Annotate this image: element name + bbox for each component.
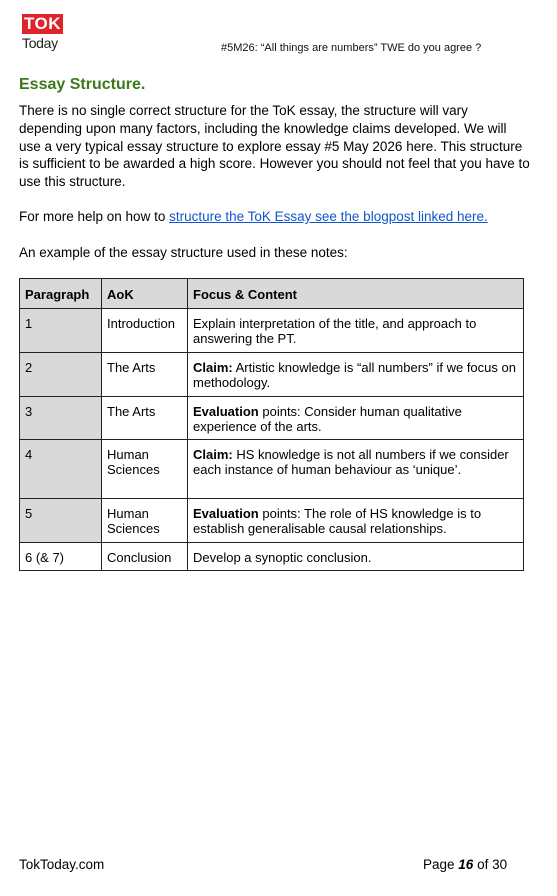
intro-paragraph: There is no single correct structure for the ToK essay, the structure will vary depending upon many factors, including the knowledge claims developed. We will use a very typical essay structure to explore essay #5 May 2026 here. This structure is sufficient to be awarded a high score. However you should not feel that you have to use this structure. bbox=[19, 103, 530, 190]
blogpost-link[interactable]: structure the ToK Essay see the blogpost linked here. bbox=[169, 209, 488, 224]
cell-aok: Conclusion bbox=[102, 543, 188, 571]
cell-content bbox=[188, 499, 524, 543]
cell-paragraph: 4 bbox=[20, 440, 102, 499]
cell-paragraph: 3 bbox=[20, 397, 102, 440]
header-aok: AoK bbox=[102, 279, 188, 309]
content-keyword: Evaluation bbox=[193, 506, 259, 521]
table-header-row bbox=[20, 279, 524, 309]
cell-content bbox=[188, 397, 524, 440]
cell-content bbox=[188, 353, 524, 397]
section-title: Essay Structure. bbox=[19, 76, 146, 93]
table-row bbox=[20, 353, 524, 397]
table-row bbox=[20, 309, 524, 353]
content-text: HS knowledge is not all numbers if we consider each instance of human behaviour as ‘unique’. bbox=[193, 447, 509, 477]
cell-aok: Human Sciences bbox=[102, 440, 188, 499]
page-suffix: of 30 bbox=[473, 857, 508, 872]
cell-content bbox=[188, 440, 524, 499]
cell-aok: The Arts bbox=[102, 353, 188, 397]
footer-page-number bbox=[423, 857, 507, 872]
essay-structure-table bbox=[19, 278, 524, 571]
header-note: #5M26: “All things are numbers” TWE do you agree ? bbox=[221, 42, 482, 54]
content-text: Develop a synoptic conclusion. bbox=[193, 550, 372, 565]
header-focus-content: Focus & Content bbox=[188, 279, 524, 309]
table-row bbox=[20, 543, 524, 571]
cell-paragraph: 2 bbox=[20, 353, 102, 397]
page-current: 16 bbox=[458, 857, 474, 872]
content-keyword: Evaluation bbox=[193, 404, 259, 419]
cell-content bbox=[188, 309, 524, 353]
cell-aok: Introduction bbox=[102, 309, 188, 353]
table-row bbox=[20, 397, 524, 440]
help-text: For more help on how to bbox=[19, 209, 170, 224]
cell-aok: Human Sciences bbox=[102, 499, 188, 543]
cell-content bbox=[188, 543, 524, 571]
table-row bbox=[20, 440, 524, 499]
footer-site: TokToday.com bbox=[19, 857, 105, 872]
example-intro: An example of the essay structure used in these notes: bbox=[19, 245, 348, 260]
cell-paragraph: 6 (& 7) bbox=[20, 543, 102, 571]
table-row bbox=[20, 499, 524, 543]
header-paragraph: Paragraph bbox=[20, 279, 102, 309]
cell-paragraph: 5 bbox=[20, 499, 102, 543]
logo-tok: TOK bbox=[23, 14, 62, 33]
content-keyword: Claim: bbox=[193, 360, 233, 375]
content-keyword: Claim: bbox=[193, 447, 233, 462]
content-text: Explain interpretation of the title, and approach to answering the PT. bbox=[193, 316, 477, 346]
logo-today: Today bbox=[22, 35, 58, 51]
tok-today-logo bbox=[22, 14, 66, 51]
content-text: points: Consider human qualitative experience of the arts. bbox=[193, 404, 462, 434]
help-paragraph bbox=[19, 208, 531, 226]
page-prefix: Page bbox=[423, 857, 459, 872]
content-text: points: The role of HS knowledge is to establish generalisable causal relationships. bbox=[193, 506, 482, 536]
content-text: Artistic knowledge is “all numbers” if we focus on methodology. bbox=[193, 360, 516, 390]
cell-paragraph: 1 bbox=[20, 309, 102, 353]
cell-aok: The Arts bbox=[102, 397, 188, 440]
